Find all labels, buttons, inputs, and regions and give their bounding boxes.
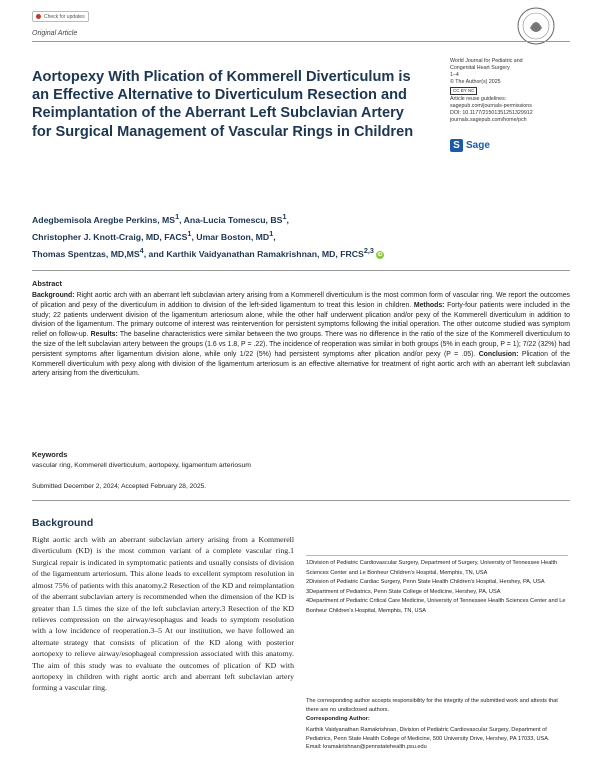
- keywords-heading: Keywords: [32, 450, 68, 459]
- article-title: Aortopexy With Plication of Kommerell Diverticulum is an Effective Alternative to Diverticulum Resection and Reimplantation of the Aberrant Left Subclavian Artery for Surgical Management of Vascular Rings in Children: [32, 69, 414, 140]
- cc-license-icon[interactable]: CC BY NC: [450, 87, 477, 95]
- abstract-divider-top: [32, 270, 570, 271]
- affiliation: 4Department of Pediatric Critical Care Medicine, University of Tennessee Health Sciences Center and Le Bonheur Children's Hospital, Memphis, TN, USA: [306, 598, 566, 614]
- author-list: Adegbemisola Aregbe Perkins, $MS^1$, Ana-Lucia Tomescu, $BS^1$, Christopher J. Knott-Craig, MD, FACS$^1$, Umar Boston, $MD^1$, Thomas Spentzas, $MD,MS^4$, and Karthik Vaidyanathan Ramakrishnan, MD, FRCS$^{2,3}$ iD: [32, 212, 383, 260]
- corresponding-heading: Corresponding Author:: [306, 716, 370, 722]
- sage-logo-icon: S: [450, 139, 463, 152]
- journal-meta: [450, 58, 585, 124]
- check-updates-label: Check for updates: [44, 13, 85, 20]
- keywords-text: vascular ring, Kommerell diverticulum, aortopexy, ligamentum arteriosum: [32, 462, 251, 469]
- abstract-heading: Abstract: [32, 279, 62, 288]
- reuse-guidelines: Article reuse guidelines:: [450, 96, 507, 102]
- page-range: 1–4: [450, 72, 459, 78]
- corresponding-address: Karthik Vaidyanathan Ramakrishnan, Division of Pediatric Cardiovascular Surgery, Department of Pediatrics, Penn State Health College of Medicine, 500 University Drive, Hershey, PA 17033, USA.: [306, 727, 550, 742]
- author: Ana-Lucia Tomescu, $BS^1$: [183, 212, 287, 225]
- abstract-divider-bottom: [32, 500, 570, 501]
- publisher-logo: [450, 139, 490, 152]
- footnote-divider: [306, 555, 568, 556]
- publisher-name: Sage: [466, 140, 490, 151]
- affiliations: [306, 559, 568, 616]
- journal-name: World Journal for Pediatric and: [450, 58, 523, 64]
- journal-name-2: Congenital Heart Surgery: [450, 65, 510, 71]
- affiliation: 2Division of Pediatric Cardiac Surgery, Penn State Health Children's Hospital, Hershey, PA, USA: [306, 579, 545, 585]
- article-type: Original Article: [32, 30, 78, 37]
- check-updates-badge[interactable]: [32, 11, 89, 22]
- journal-seal-icon: [516, 6, 556, 46]
- orcid-icon[interactable]: iD: [377, 251, 383, 258]
- header-divider: [32, 41, 570, 42]
- doi[interactable]: DOI: 10.1177/21501351251329912: [450, 110, 533, 116]
- affiliation: 3Department of Pediatrics, Penn State College of Medicine, Hershey, PA, USA: [306, 588, 501, 595]
- author: Adegbemisola Aregbe Perkins, $MS^1$: [32, 212, 180, 225]
- author: Christopher J. Knott-Craig, MD, FACS$^1$: [32, 229, 192, 242]
- affiliation: 1Division of Pediatric Cardiovascular Surgery, Department of Surgery, University of Tennessee Health Sciences Center and Le Bonheur Children's Hospital, Memphis, TN, USA: [306, 560, 558, 576]
- journal-url[interactable]: journals.sagepub.com/home/pch: [450, 117, 527, 123]
- copyright: © The Author(s) 2025: [450, 79, 501, 85]
- corresponding-email[interactable]: Email: kramakrishnan@pennstatehealth.psu.edu: [306, 744, 427, 751]
- author: Karthik Vaidyanathan Ramakrishnan, MD, FRCS$^{2,3}$: [166, 246, 374, 260]
- author: Umar Boston, $MD^1$: [196, 229, 274, 242]
- reuse-link[interactable]: sagepub.com/journals-permissions: [450, 103, 532, 109]
- corresponding-note: The corresponding author accepts responsibility for the integrity of the submitted work and attests that there are no undisclosed authors.: [306, 698, 558, 713]
- submission-dates: Submitted December 2, 2024; Accepted February 28, 2025.: [32, 483, 207, 490]
- check-updates-icon: [36, 14, 41, 19]
- background-body: Right aortic arch with an aberrant subclavian artery arising from a Kommerell diverticulum (KD) is the most common variant of a complete vascular ring.1 Surgical repair is indicated in symptomatic patients and usually consists of division of the ligamentum arteriosum. This alone leads to excellent symptom resolution in almost 75% of patients with this anatomy.2 Resection of the KD and reimplantation of the aberrant subclavian artery is recommended when the dimension of the KD is greater than 1.5 times the size of the left subclavian artery.3 Resection of the KD relieves compression on the airway/esophagus and leads to symptom resolution with a low incidence of reoperation.3–5 At our institution, we have followed an alternate strategy that consists of plication of the KD along with posterior aortopexy to relieve airway/esophageal compression associated with this anatomy. The aim of this study was to evaluate the outcomes of plication of KD with aortopexy in children with right aortic arch and aberrant left subclavian artery forming a vascular ring.: [32, 535, 294, 693]
- abstract-body: Background: Right aortic arch with an aberrant left subclavian artery arising from a Kommerell diverticulum is the most common form of vascular ring. We report the outcomes of plication and pexy of the diverticulum in addition to division of the left-sided ligamentum to treat this lesion in children. Methods: Forty-four patients were included in the study; 22 patients underwent division of the ligamentum arteriosum alone, while the other half underwent plication and/or pexy of the Kommerell diverticulum in addition to division of the ligamentum. The primary outcome of interest was reintervention for persistent symptoms following the initial operation. The other outcome studied was symptom relief on follow-up. Results: The baseline characteristics were similar between the two groups. There was no difference in the ratio of the size of the Kommerell diverticulum to the size of the left subclavian artery between the groups (1.6 vs 1.8, P = .22). The incidence of reoperation was similar in both groups (5% in each group, P = 1); 7/22 (32%) had persistent symptoms after ligamentum division alone, while only 1/22 (5%) had persistent symptoms after plication and/or pexy (P = .05). Conclusion: Plication of the Kommerell diverticulum with pexy along with division of the ligamentum arteriosum is an effective alternative for treatment of right aortic arch with an aberrant left subclavian artery arising from the diverticulum.: [32, 292, 570, 378]
- corresponding-author: [306, 726, 568, 752]
- author: Thomas Spentzas, $MD,MS^4$: [32, 246, 144, 260]
- background-heading: Background: [32, 517, 94, 529]
